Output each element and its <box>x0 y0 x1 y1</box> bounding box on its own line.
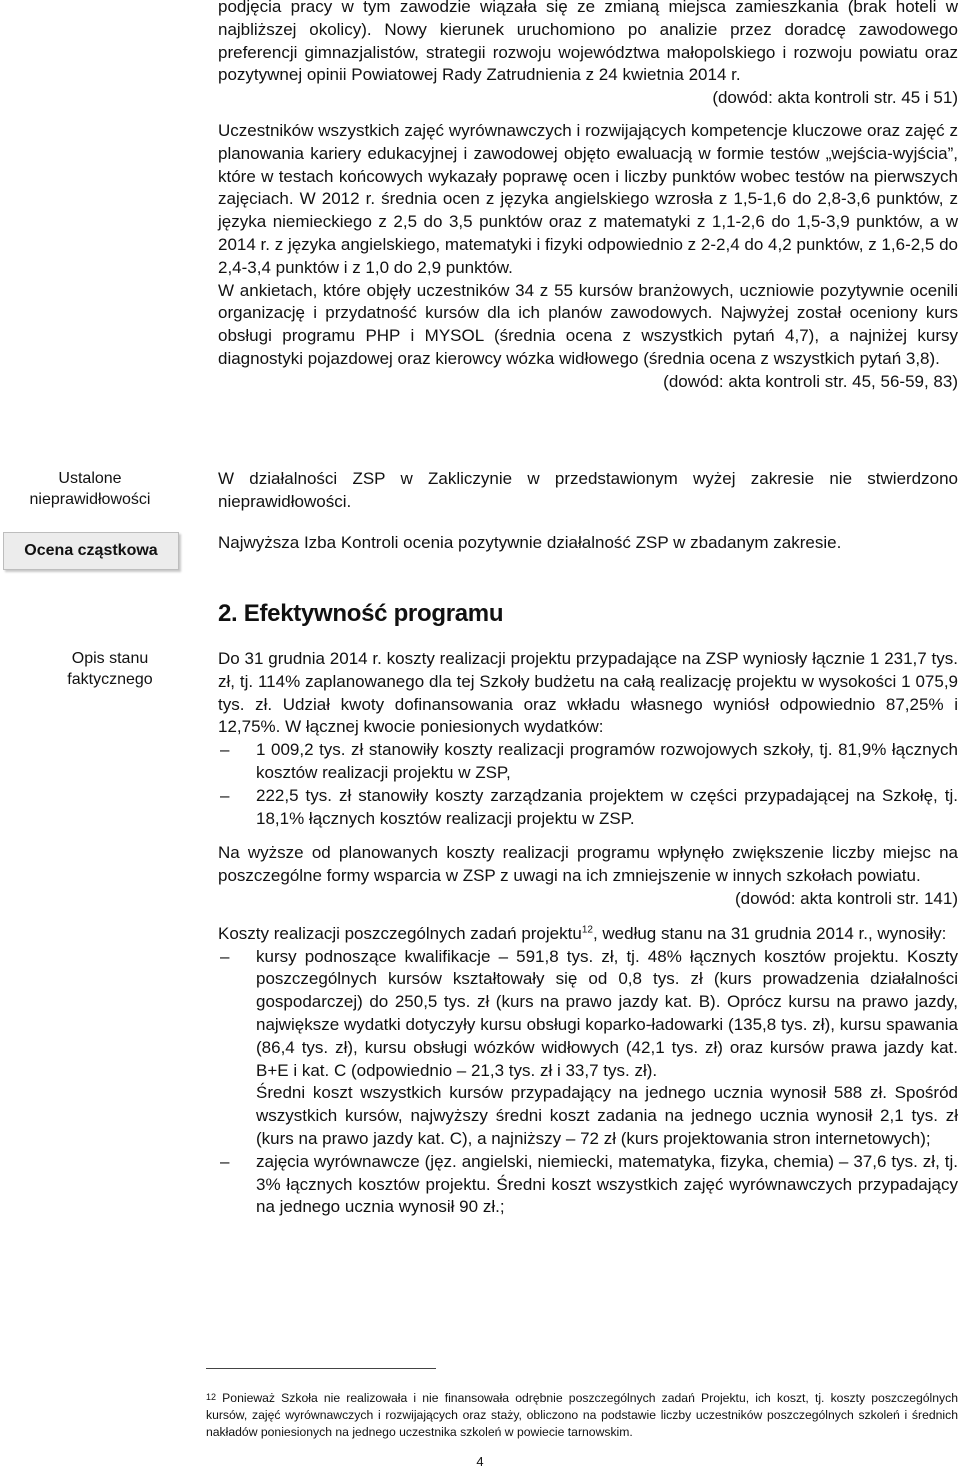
section-body <box>218 648 958 1219</box>
dash-marker: – <box>220 946 230 966</box>
paragraph: Koszty realizacji poszczególnych zadań projektu$^{12}$, według stanu na 31 grudnia 2014 r., wynosiły: <box>218 923 947 943</box>
evidence-reference: (dowód: akta kontroli str. 45 i 51) <box>712 88 958 108</box>
list-item: – zajęcia wyrównawcze (jęz. angielski, niemiecki, matematyka, fizyka, chemia) – 37,6 tys. zł, tj. 3% łącznych kosztów projektu. Średni koszt wszystkich zajęć wyrównawczych przypadający na jednego ucznia wynosił 90 zł.; <box>220 1151 958 1217</box>
list-item: – 222,5 tys. zł stanowiły koszty zarządzania projektem w części przypadającej na Szkołę, tj. 18,1% łącznych kosztów realizacji projektu w ZSP. <box>220 785 958 828</box>
irregularities-text: W działalności ZSP w Zakliczynie w przedstawionym wyżej zakresie nie stwierdzono nieprawidłowości. <box>218 469 958 511</box>
paragraph: podjęcia pracy w tym zawodzie wiązała się ze zmianą miejsca zamieszkania (brak hoteli w najbliższej okolicy). Nowy kierunek uruchomiono po analizie przez doradcę zawodowego preferencji gimnazjalistów, strategii rozwoju województwa małopolskiego i rozwoju powiatu oraz pozytywnej opinii Powiatowej Rady Zatrudnienia z 24 kwietnia 2014 r. <box>218 0 958 85</box>
cost-list <box>218 739 958 830</box>
footnote-rule <box>206 1368 436 1369</box>
page-number: 4 <box>476 1454 484 1469</box>
section-heading: 2. Efektywność programu <box>218 600 504 627</box>
footnote-text: Ponieważ Szkoła nie realizowała i nie finansowała odrębnie poszczególnych zadań Projektu, ich koszt, tj. koszty poszczególnych kursów, zajęć wyrównawczych i rozwijających oraz staży, obliczono na podstawie liczby uczestników poszczególnych szkoleń i średnich nakładów poniesionych na jednego uczestnika szkoleń w powiecie tarnowskim. <box>206 1391 958 1439</box>
partial-assessment-text: Najwyższa Izba Kontroli ocenia pozytywnie działalność ZSP w zbadanym zakresie. <box>218 533 842 552</box>
paragraph: Uczestników wszystkich zajęć wyrównawczych i rozwijających kompetencje kluczowe oraz zajęć z planowania kariery edukacyjnej i zawodowej objęto ewaluacją w formie testów „wejścia-wyjścia”, które w testach końcowych wykazały poprawę ocen i liczby punktów wobec testów na pierwszych zajęciach. W 2012 r. średnia ocen z języka angielskiego wzrosła z 1,5-1,6 do 2,8-3,6 punktów, z języka niemieckiego z 2,5 do 3,5 punktów oraz z matematyki z 1,1-2,6 do 1,5-3,9 punktów, a w 2014 r. z języka angielskiego, matematyki i fizyki odpowiednio z 2-2,4 do 4,2 punktów, z 1,6-2,5 do 2,4-3,4 punktów i z 1,0 do 2,9 punktów. <box>218 120 958 277</box>
paragraph: Na wyższe od planowanych koszty realizacji programu wpłynęło zwiększenie liczby miejsc na poszczególne formy wsparcia w ZSP z uwagi na ich zmniejszenie w innych szkołach powiatu. <box>218 843 958 886</box>
side-label-ustalone: Ustalone nieprawidłowości <box>29 470 151 508</box>
side-label-ocena: Ocena cząstkowa <box>3 532 179 570</box>
tasks-list <box>218 946 958 1220</box>
side-label-opis: Opis stanu faktycznego <box>67 650 153 688</box>
paragraph: W ankietach, które objęły uczestników 34 z 55 kursów branżowych, uczniowie pozytywnie ocenili organizację i przydatność kursów dla ich planów zawodowych. Najwyżej został oceniony kurs obsługi programu PHP i MYSOL (średnia ocena z wszystkich pytań 4,7), a najniżej kursy diagnostyki pojazdowej oraz kierowcy wózka widłowego (średnia ocena z wszystkich pytań 3,8). <box>218 280 958 368</box>
paragraph: Do 31 grudnia 2014 r. koszty realizacji projektu przypadające na ZSP wyniosły łącznie 1 231,7 tys. zł, tj. 114% zaplanowanego dla tej Szkoły budżetu na całą realizację projektu w wysokości 1 075,9 tys. zł. Udział kwoty dofinansowania oraz wkładu własnego wyniósł odpowiednio 87,25% i 12,75%. W łącznej kwocie poniesionych wydatków: <box>218 649 958 737</box>
list-item: – kursy podnoszące kwalifikacje – 591,8 tys. zł, tj. 48% łącznych kosztów projektu. Koszty poszczególnych kursów kształtowały się od 0,8 tys. zł (kurs prowadzenia działalności gospodarczej) do 250,5 tys. zł (kurs na prawo jazdy kat. B). Oprócz kursu na prawo jazdy, największe wydatki dotyczyły kursu obsługi koparko-ładowarki (135,8 tys. zł), kursu spawania (86,4 tys. zł), kursu obsługi wózków widłowych (42,1 tys. zł) oraz kursów prawa jazdy kat. B+E i kat. C (odpowiednio – 21,3 tys. zł i 33,7 tys. zł). Średni koszt wszystkich kursów przypadający na jednego ucznia wynosił 588 zł. Spośród wszystkich kursów, najwyższy średni koszt zadania na jednego ucznia wynosił 2,1 tys. zł (kurs na prawo jazdy kat. C), a najniższy – 72 zł (kurs projektowania stron internetowych); <box>220 946 958 1148</box>
evidence-reference: (dowód: akta kontroli str. 141) <box>734 888 958 908</box>
list-item: – 1 009,2 tys. zł stanowiły koszty realizacji programów rozwojowych szkoły, tj. 81,9% łącznych kosztów realizacji projektu w ZSP, <box>220 740 958 782</box>
evidence-reference: (dowód: akta kontroli str. 45, 56-59, 83) <box>663 371 958 391</box>
footnote-number: 12 <box>206 1392 217 1402</box>
footnote <box>206 1390 958 1440</box>
dash-marker: – <box>220 1151 230 1171</box>
dash-marker: – <box>220 740 230 760</box>
top-text-block <box>218 0 958 394</box>
dash-marker: – <box>220 785 230 805</box>
footnote-ref[interactable]: 12 <box>581 924 593 936</box>
